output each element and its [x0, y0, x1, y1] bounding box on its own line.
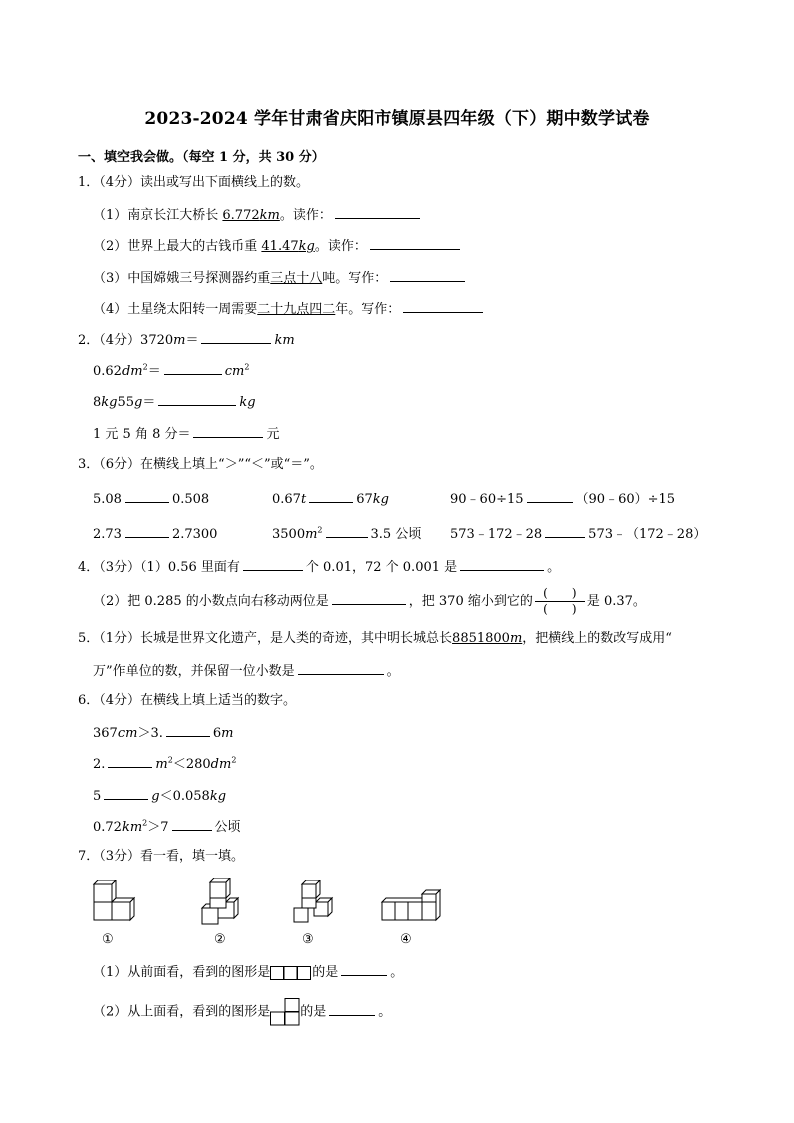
q1a-post: 。读作：: [279, 208, 332, 223]
q6a-mid: ＞3.: [137, 726, 163, 741]
q3-r1c1-blank[interactable]: [125, 489, 169, 503]
q4-end: 。: [547, 560, 561, 575]
q3-r2c2-unit: m: [305, 527, 318, 542]
q3-r1c2-unit2: kg: [372, 492, 389, 507]
figure-label-2: ②: [214, 932, 226, 947]
question-6b: [93, 754, 236, 774]
figure-label-1: ①: [102, 932, 114, 947]
q6d-text: 0.72: [93, 820, 122, 835]
q6a-unit1: cm: [117, 726, 138, 741]
q3-row2-col1: [93, 524, 217, 544]
q6b-unit1: m: [155, 757, 168, 772]
q2b-eq: ＝: [147, 364, 161, 379]
q3-r2c2-left: 3500: [272, 527, 306, 542]
q6c-unit1: g: [151, 789, 160, 804]
cube-figure-3: [290, 880, 338, 926]
q3-r2c2-blank[interactable]: [326, 524, 368, 538]
figure-label-3: ③: [302, 932, 314, 947]
q3-r1c1-right: 0.508: [171, 492, 210, 507]
q2-unit-km: km: [274, 333, 295, 348]
q4-fraction-blank[interactable]: [535, 586, 585, 617]
cube-figure-1: [92, 880, 144, 926]
q2a-answer-blank[interactable]: [201, 330, 271, 344]
q4b-blank[interactable]: [460, 557, 544, 571]
q6d-post: 公顷: [214, 820, 241, 835]
question-1b: [93, 236, 463, 256]
q4b-text: （2）把 0.285 的小数点向右移动两位是: [93, 594, 329, 609]
q2d-answer-blank[interactable]: [193, 424, 263, 438]
question-7b: [93, 998, 391, 1026]
q7b-text: （2）从上面看，看到的图形是: [93, 1004, 271, 1020]
q3-r2c3-right: 573﹣（172﹣28）: [588, 527, 707, 542]
q3-r2c2-right: 3.5 公顷: [370, 527, 422, 542]
q4b-post: 是 0.37。: [586, 594, 646, 609]
q7a-post: 的是: [312, 965, 339, 980]
q6a-blank[interactable]: [166, 723, 210, 737]
q1b-number: 41.47: [261, 239, 299, 254]
q5-post: ，把横线上的数改写成用“: [522, 631, 672, 646]
q3-r1c2-unit1: t: [300, 492, 307, 507]
fraction-denominator: ( ): [543, 602, 577, 616]
q3-row2-col2: [272, 524, 421, 544]
q6a-text: 367: [93, 726, 118, 741]
q6c-unit2: kg: [209, 789, 227, 804]
q1a-answer-blank[interactable]: [335, 205, 420, 219]
q6d-blank[interactable]: [172, 817, 212, 831]
q2b-unit1: dm: [121, 364, 143, 379]
q2c-unit1: kg: [101, 395, 118, 410]
page-title: 2023-2024 学年甘肃省庆阳市镇原县四年级（下）期中数学试卷: [144, 109, 650, 129]
q1d-answer-blank[interactable]: [403, 299, 483, 313]
q1a-text: （1）南京长江大桥长: [93, 208, 223, 223]
q3-r2c1-right: 2.7300: [171, 527, 218, 542]
cube-figure-4: [380, 888, 444, 926]
q4c-blank[interactable]: [332, 591, 406, 605]
q2c-unit2: g: [134, 395, 143, 410]
q3-r1c3-blank[interactable]: [527, 489, 573, 503]
q1a-unit: km: [259, 208, 280, 223]
question-3-heading: 3．（6分）在横线上填上“＞”“＜”或“＝”。: [78, 457, 323, 472]
q6d-mid: ＞7: [147, 820, 169, 835]
q6a-unit2: m: [221, 726, 234, 741]
q3-r2c1-left: 2.73: [93, 527, 122, 542]
q7a-text: （1）从前面看，看到的图形是: [93, 965, 271, 980]
q2d-text: 1 元 5 角 8 分＝: [93, 427, 191, 442]
question-1c: [93, 268, 468, 288]
three-square-row-icon: [270, 966, 312, 980]
q6b-sup2: 2: [231, 755, 237, 765]
question-6d: [93, 817, 241, 837]
q7a-end: 。: [390, 965, 404, 980]
q3-r1c1-left: 5.08: [93, 492, 122, 507]
q1a-number: 6.772: [222, 208, 260, 223]
q2-unit-m: m: [173, 333, 186, 348]
q2d-post: 元: [266, 427, 280, 442]
question-6a: [93, 723, 233, 743]
q5-text2: 万”作单位的数，并保留一位小数是: [93, 664, 295, 679]
q7b-post: 的是: [300, 1004, 327, 1020]
question-7-heading: 7．（3分）看一看，填一填。: [78, 849, 245, 864]
q1d-number: 二十九点四二: [257, 302, 336, 317]
q2b-text: 0.62: [93, 364, 122, 379]
question-5-line2: [93, 661, 400, 681]
question-6-heading: 6．（4分）在横线上填上适当的数字。: [78, 693, 297, 708]
q2b-unit2: cm: [224, 364, 245, 379]
q3-row1-col3: [450, 489, 675, 509]
q2c-text: 8: [93, 395, 102, 410]
question-7a: [93, 962, 403, 982]
q6b-sup1: 2: [167, 755, 173, 765]
q3-r1c2-right: 67: [356, 492, 373, 507]
q3-r1c3-right: （90﹣60）÷15: [575, 492, 676, 507]
q1d-text: （4）土星绕太阳转一周需要: [93, 302, 258, 317]
q6d-sup: 2: [142, 818, 148, 828]
q1b-text: （2）世界上最大的古钱币重: [93, 239, 262, 254]
q1c-post: 吨。写作：: [322, 271, 388, 286]
q5-unit: m: [509, 631, 523, 646]
q6a-post: 6: [212, 726, 222, 741]
q6b-mid: ＜280: [172, 757, 211, 772]
q3-r2c2-sup: 2: [317, 525, 323, 535]
question-2d: [93, 424, 280, 444]
q1b-post: 。读作：: [314, 239, 367, 254]
q6b-blank[interactable]: [108, 754, 152, 768]
question-6c: [93, 786, 226, 806]
question-2c: [93, 392, 256, 412]
q2b-sup1: 2: [142, 362, 148, 372]
q3-r1c2-left: 0.67: [272, 492, 301, 507]
q3-row2-col3: [450, 524, 706, 544]
q1b-unit: kg: [298, 239, 315, 254]
q4-mid: 个 0.01，72 个 0.001 是: [305, 560, 458, 575]
q2c-unit3: kg: [239, 395, 256, 410]
q2b-sup2: 2: [244, 362, 250, 372]
q7b-answer-blank[interactable]: [329, 1002, 375, 1016]
q4-text: 4．（3分）（1）0.56 里面有: [78, 560, 240, 575]
figure-label-4: ④: [400, 932, 412, 947]
q2c-answer-blank[interactable]: [158, 392, 236, 406]
q5-answer-blank[interactable]: [298, 661, 384, 675]
q7b-end: 。: [378, 1004, 392, 1020]
q2-eq: ＝: [185, 333, 199, 348]
q6b-unit2: dm: [210, 757, 232, 772]
question-4-heading: [78, 557, 560, 577]
question-1a: [93, 205, 423, 225]
q6c-blank[interactable]: [104, 786, 148, 800]
q4b-mid: ，把 370 缩小到它的: [408, 594, 533, 609]
question-1d: [93, 299, 486, 319]
q6b-text: 2.: [93, 757, 106, 772]
q5-text: 5．（1分）长城是世界文化遗产，是人类的奇迹，其中明长城总长: [78, 631, 453, 646]
fraction-numerator: ( ): [535, 586, 585, 602]
q3-row1-col1: [93, 489, 209, 509]
q3-r2c3-left: 573﹣172﹣28: [450, 527, 543, 542]
q3-r2c3-blank[interactable]: [545, 524, 585, 538]
q6d-unit1: km: [121, 820, 143, 835]
q2c-mid: 55: [117, 395, 135, 410]
question-1-heading: 1．（4分）读出或写出下面横线上的数。: [78, 175, 310, 190]
q3-row1-col2: [272, 489, 389, 509]
question-2b: [93, 361, 249, 381]
q1b-answer-blank[interactable]: [370, 236, 460, 250]
q6c-mid: ＜0.058: [159, 789, 210, 804]
q6c-text: 5: [93, 789, 102, 804]
q2-text: 2．（4分）3720: [78, 333, 174, 348]
cube-figure-2: [196, 878, 244, 926]
q5-number: 8851800: [452, 631, 510, 646]
q1c-answer-blank[interactable]: [390, 268, 465, 282]
section-heading: 一、填空我会做。（每空 1 分，共 30 分）: [78, 150, 325, 165]
q2b-answer-blank[interactable]: [164, 361, 222, 375]
q4a-blank[interactable]: [243, 557, 303, 571]
q7a-answer-blank[interactable]: [341, 962, 387, 976]
q5-end: 。: [386, 664, 400, 679]
q3-r1c3-left: 90﹣60÷15: [450, 492, 524, 507]
q3-r2c1-blank[interactable]: [125, 524, 169, 538]
q1d-post: 年。写作：: [335, 302, 401, 317]
question-2-heading: [78, 330, 295, 350]
question-5-line1: [78, 630, 672, 648]
q3-r1c2-blank[interactable]: [309, 489, 353, 503]
q2c-eq: ＝: [142, 395, 156, 410]
l-shape-squares-icon: [270, 998, 300, 1026]
q1c-number: 三点十八: [270, 271, 323, 286]
q1c-text: （3）中国嫦娥三号探测器约重: [93, 271, 271, 286]
question-4b: [93, 586, 646, 618]
